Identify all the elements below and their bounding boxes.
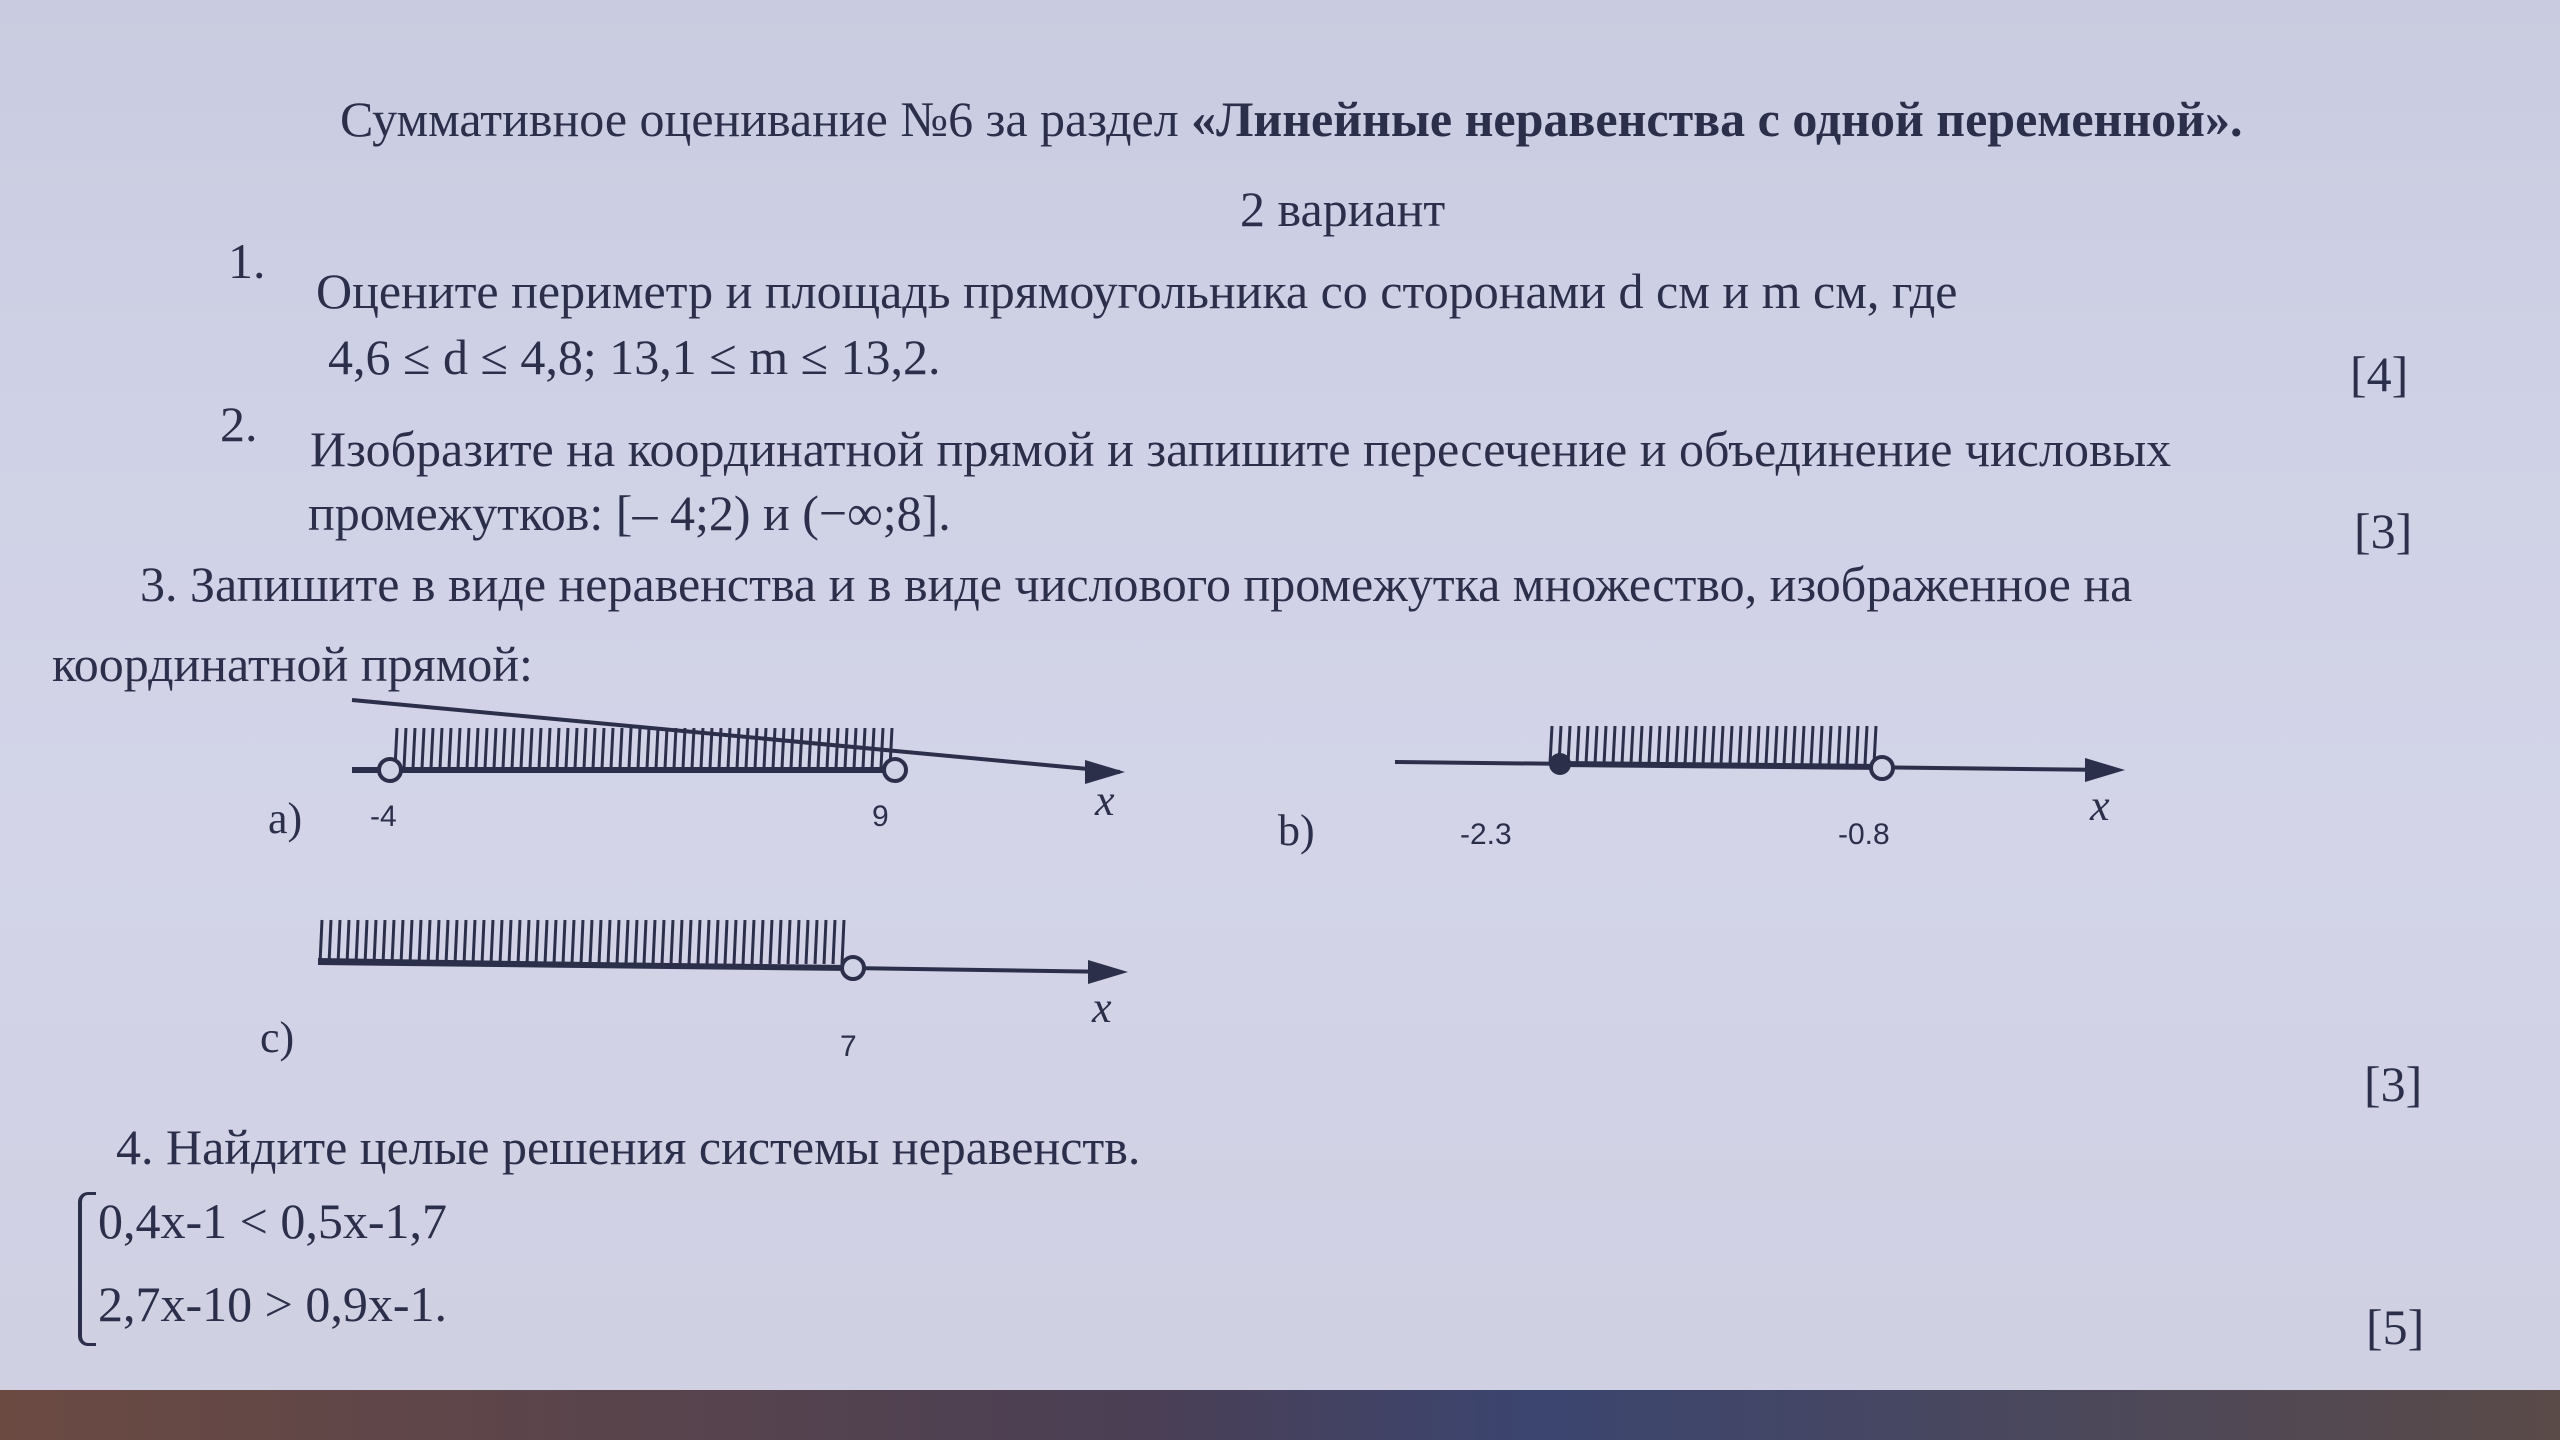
hatch-mark — [746, 728, 748, 768]
hatch-mark — [431, 728, 433, 768]
axis-label-a: x — [1095, 776, 1115, 825]
hatch-mark — [374, 920, 376, 964]
task3-line2: координатной прямой: — [52, 636, 533, 692]
label-c: c) — [260, 1013, 295, 1062]
hatch-mark — [716, 920, 718, 964]
hatch-mark — [566, 728, 568, 768]
hatch-mark — [476, 728, 478, 768]
hatch-mark — [521, 728, 523, 768]
hatch-mark — [617, 920, 619, 964]
hatch-mark — [548, 728, 550, 768]
hatch-mark — [647, 728, 649, 768]
hatch-mark — [512, 728, 514, 768]
hatch-mark — [599, 920, 601, 964]
hatch-mark — [707, 920, 709, 964]
number-line-c — [318, 900, 1138, 1020]
tick-b-left: -2.3 — [1460, 818, 1512, 851]
hatch-mark — [530, 728, 532, 768]
task4-score: [5] — [2366, 1299, 2425, 1355]
hatch-mark — [1784, 726, 1786, 764]
system-brace — [78, 1192, 96, 1346]
hatch-mark — [449, 728, 451, 768]
filled-point-b-left — [1549, 753, 1571, 775]
hatch-mark — [1658, 726, 1660, 764]
hatch-mark — [509, 920, 511, 964]
hatch-mark — [413, 728, 415, 768]
hatch-mark — [764, 728, 766, 768]
hatch-mark — [1775, 726, 1777, 764]
hatch-mark — [491, 920, 493, 964]
hatch-mark — [527, 920, 529, 964]
hatch-mark — [1721, 726, 1723, 764]
hatch-mark — [455, 920, 457, 964]
hatch-mark — [644, 920, 646, 964]
hatch-mark — [788, 920, 790, 964]
hatch-mark — [590, 920, 592, 964]
hatch-mark — [725, 920, 727, 964]
hatch-mark — [683, 728, 685, 768]
hatch-mark — [536, 920, 538, 964]
hatch-mark — [347, 920, 349, 964]
hatch-mark — [1856, 726, 1858, 764]
hatch-mark — [1640, 726, 1642, 764]
open-point-a-left — [379, 759, 401, 781]
hatch-mark — [1739, 726, 1741, 764]
hatch-mark — [1676, 726, 1678, 764]
hatch-mark — [620, 728, 622, 768]
hatch-mark — [680, 920, 682, 964]
hatch-mark — [752, 920, 754, 964]
hatch-mark — [356, 920, 358, 964]
hatch-mark — [473, 920, 475, 964]
hatch-mark — [656, 728, 658, 768]
hatch-mark — [500, 920, 502, 964]
hatch-mark — [737, 728, 739, 768]
hatch-mark — [572, 920, 574, 964]
hatch-mark — [779, 920, 781, 964]
hatch-mark — [1865, 726, 1867, 764]
hatch-mark — [1757, 726, 1759, 764]
tick-a-left: -4 — [370, 800, 397, 833]
hatch-mark — [392, 920, 394, 964]
hatch-mark — [437, 920, 439, 964]
hatch-mark — [1829, 726, 1831, 764]
hatch-mark — [662, 920, 664, 964]
hatch-mark — [809, 728, 811, 768]
hatch-mark — [338, 920, 340, 964]
hatch-mark — [800, 728, 802, 768]
task4-inequality-2: 2,7x-10 > 0,9x-1. — [98, 1276, 447, 1332]
hatch-mark — [440, 728, 442, 768]
hatch-mark — [782, 728, 784, 768]
label-b: b) — [1278, 806, 1315, 855]
hatch-mark — [1586, 726, 1588, 764]
variant-label: 2 вариант — [1240, 181, 1446, 237]
hatch-mark — [404, 728, 406, 768]
hatch-mark — [818, 728, 820, 768]
hatch-mark — [581, 920, 583, 964]
hatch-mark — [1730, 726, 1732, 764]
hatch-mark — [653, 920, 655, 964]
hatch-mark — [791, 728, 793, 768]
task2-line1: Изобразите на координатной прямой и запишите пересечение и объединение числовых — [310, 421, 2172, 477]
axis-label-b: x — [2090, 781, 2110, 830]
open-point-c — [842, 957, 864, 979]
hatch-mark — [755, 728, 757, 768]
hatch-mark — [629, 728, 631, 768]
task2-number: 2. — [220, 396, 258, 452]
hatch-mark — [833, 920, 835, 964]
hatch-mark — [518, 920, 520, 964]
hatch-mark — [494, 728, 496, 768]
hatch-mark — [635, 920, 637, 964]
hatch-mark — [410, 920, 412, 964]
hatch-mark — [1667, 726, 1669, 764]
hatch-mark — [1811, 726, 1813, 764]
task2-score: [3] — [2354, 503, 2413, 559]
hatch-mark — [734, 920, 736, 964]
hatch-mark — [698, 920, 700, 964]
hatch-mark — [1793, 726, 1795, 764]
hatch-mark — [563, 920, 565, 964]
hatch-mark — [689, 920, 691, 964]
hatch-mark — [743, 920, 745, 964]
hatch-mark — [626, 920, 628, 964]
task4-inequality-1: 0,4x-1 < 0,5x-1,7 — [98, 1193, 447, 1249]
hatch-mark — [1595, 726, 1597, 764]
task3-score: [3] — [2364, 1056, 2423, 1112]
hatch-mark — [446, 920, 448, 964]
task1-line1: Оцените периметр и площадь прямоугольника со сторонами d см и m см, где — [316, 263, 1958, 319]
hatch-a — [395, 728, 892, 768]
hatch-mark — [575, 728, 577, 768]
background-surface — [0, 1390, 2560, 1440]
hatch-mark — [1748, 726, 1750, 764]
task1-line2: 4,6 ≤ d ≤ 4,8; 13,1 ≤ m ≤ 13,2. — [328, 329, 941, 385]
hatch-mark — [485, 728, 487, 768]
hatch-mark — [773, 728, 775, 768]
title-section: «Линейные неравенства с одной переменной». — [1191, 91, 2243, 147]
hatch-mark — [611, 728, 613, 768]
hatch-mark — [584, 728, 586, 768]
hatch-mark — [464, 920, 466, 964]
hatch-mark — [1766, 726, 1768, 764]
hatch-mark — [797, 920, 799, 964]
hatch-mark — [1613, 726, 1615, 764]
hatch-mark — [1685, 726, 1687, 764]
hatch-mark — [503, 728, 505, 768]
hatch-mark — [665, 728, 667, 768]
hatch-mark — [1622, 726, 1624, 764]
hatch-mark — [557, 728, 559, 768]
hatch-mark — [842, 920, 844, 964]
hatch-mark — [329, 920, 331, 964]
hatch-mark — [1838, 726, 1840, 764]
hatch-mark — [1649, 726, 1651, 764]
arrow-c — [1088, 960, 1128, 984]
hatch-mark — [1703, 726, 1705, 764]
hatch-mark — [545, 920, 547, 964]
hatch-mark — [401, 920, 403, 964]
number-line-a — [340, 700, 1140, 860]
open-point-a-right — [884, 759, 906, 781]
tick-b-right: -0.8 — [1838, 818, 1890, 851]
hatch-mark — [836, 728, 838, 768]
hatch-mark — [1847, 726, 1849, 764]
title-prefix: Суммативное оценивание №6 за раздел — [340, 91, 1192, 147]
hatch-mark — [1631, 726, 1633, 764]
hatch-mark — [1604, 726, 1606, 764]
hatch-mark — [422, 728, 424, 768]
hatch-mark — [1712, 726, 1714, 764]
hatch-mark — [320, 920, 322, 964]
hatch-mark — [827, 728, 829, 768]
hatch-mark — [671, 920, 673, 964]
hatch-mark — [458, 728, 460, 768]
hatch-mark — [602, 728, 604, 768]
hatch-mark — [1802, 726, 1804, 764]
hatch-mark — [638, 728, 640, 768]
task2-line2: промежутков: [– 4;2) и (−∞;8]. — [308, 485, 951, 541]
hatch-mark — [806, 920, 808, 964]
arrow-b — [2085, 758, 2125, 782]
hatch-mark — [1694, 726, 1696, 764]
hatch-mark — [365, 920, 367, 964]
open-point-b-right — [1871, 757, 1893, 779]
hatch-mark — [1820, 726, 1822, 764]
hatch-mark — [554, 920, 556, 964]
tick-a-right: 9 — [872, 800, 889, 833]
task3-line1: 3. Запишите в виде неравенства и в виде числового промежутка множество, изображенное на — [140, 556, 2133, 612]
hatch-mark — [1577, 726, 1579, 764]
hatch-mark — [539, 728, 541, 768]
label-a: a) — [268, 794, 303, 843]
task4-line1: 4. Найдите целые решения системы неравенств. — [116, 1119, 1141, 1175]
hatch-mark — [824, 920, 826, 964]
shaded-segment-b — [1560, 764, 1885, 767]
task1-score: [4] — [2350, 346, 2409, 402]
hatch-mark — [482, 920, 484, 964]
hatch-mark — [674, 728, 676, 768]
hatch-mark — [428, 920, 430, 964]
page-title — [340, 90, 2242, 148]
hatch-mark — [815, 920, 817, 964]
hatch-mark — [608, 920, 610, 964]
hatch-mark — [383, 920, 385, 964]
hatch-mark — [467, 728, 469, 768]
hatch-mark — [593, 728, 595, 768]
hatch-mark — [419, 920, 421, 964]
hatch-mark — [770, 920, 772, 964]
hatch-mark — [761, 920, 763, 964]
axis-label-c: x — [1092, 983, 1112, 1032]
tick-c-right: 7 — [840, 1030, 857, 1063]
task1-number: 1. — [228, 233, 266, 289]
